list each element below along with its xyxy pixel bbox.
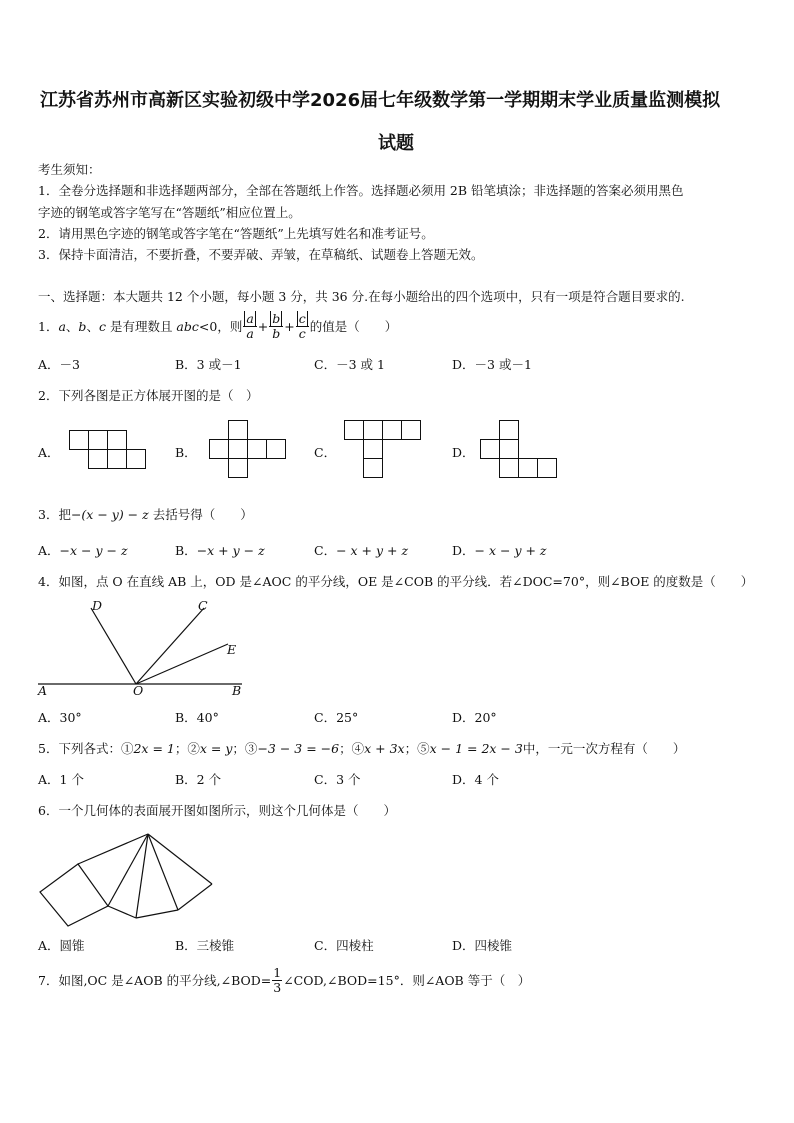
fraction-abs-b: $\frac{b}{b}$ — [269, 312, 283, 339]
q6-option-b: B．三棱锥 — [175, 938, 235, 953]
pyramid-net-diagram — [36, 826, 220, 928]
cube-net-c — [344, 420, 422, 478]
question-6-stem: 6．一个几何体的表面展开图如图所示，则这个几何体是（ ） — [38, 803, 396, 818]
point-label-c: C — [198, 598, 208, 613]
notice-item-3: 3．保持卡面清洁，不要折叠，不要弄破、弄皱，在草稿纸、试题卷上答题无效。 — [38, 247, 484, 262]
question-7-stem: 7．如图,OC 是∠AOB 的平分线,∠BOD= $\frac{1}{3}$ ∠COD,∠BOD=15°．则∠AOB 等于（ ） — [38, 965, 531, 995]
q1-sep1: 、 — [65, 319, 79, 334]
page-title: 江苏省苏州市高新区实验初级中学2026届七年级数学第一学期期末学业质量监测模拟 — [40, 90, 721, 111]
q3-option-b: B．−x + y − z — [175, 543, 265, 558]
q4-option-a: A．30° — [38, 710, 82, 725]
q1-option-a: A．－3 — [38, 357, 80, 372]
q6-option-d: D．四棱锥 — [452, 938, 513, 953]
q2-label-d: D． — [452, 445, 475, 460]
point-label-e: E — [227, 642, 237, 657]
q3-option-d: D．− x − y + z — [452, 543, 547, 558]
q6-option-c: C．四棱柱 — [314, 938, 374, 953]
cube-net-b — [209, 420, 287, 478]
q2-label-a: A． — [38, 445, 60, 460]
notice-item-1b: 字迹的钢笔或答字笔写在“答题纸”相应位置上。 — [38, 205, 301, 220]
q5-option-b: B．2 个 — [175, 772, 222, 787]
q5-option-c: C．3 个 — [314, 772, 361, 787]
point-label-b: B — [232, 683, 242, 698]
q6-option-a: A．圆锥 — [38, 938, 85, 953]
q5-option-a: A．1 个 — [38, 772, 84, 787]
question-3-stem — [38, 505, 253, 523]
q3-option-c: C．− x + y + z — [314, 543, 409, 558]
q1-sep2: 、 — [86, 319, 99, 334]
question-2-stem: 2．下列各图是正方体展开图的是（ ） — [38, 388, 259, 403]
q1-a: a — [58, 318, 66, 334]
q1-text2: <0，则 — [198, 319, 243, 334]
q1-option-b: B．3 或－1 — [175, 357, 242, 372]
q3-option-a: A．−x − y − z — [38, 543, 128, 558]
q1-abc: abc — [176, 318, 199, 334]
page-title-line2: 试题 — [378, 133, 414, 154]
notice-item-2: 2．请用黑色字迹的钢笔或答字笔在“答题纸”上先填写姓名和准考证号。 — [38, 226, 434, 241]
notice-item-1a: 1．全卷分选择题和非选择题两部分，全部在答题纸上作答。选择题必须用 2B 铅笔填涂；非选择题的答案必须用黑色 — [38, 183, 684, 198]
fraction-abs-c: $\frac{c}{c}$ — [296, 312, 309, 339]
question-4-stem: 4．如图，点 O 在直线 AB 上，OD 是∠AOC 的平分线，OE 是∠COB 的平分线．若∠DOC=70°，则∠BOE 的度数是（ ） — [38, 574, 754, 589]
q1-prefix: 1． — [38, 319, 59, 334]
q1-option-d: D．－3 或－1 — [452, 357, 532, 372]
question-1-stem — [38, 308, 397, 344]
q4-option-c: C．25° — [314, 710, 359, 725]
q5-option-d: D．4 个 — [452, 772, 499, 787]
q4-option-d: D．20° — [452, 710, 497, 725]
q1-c: c — [98, 318, 106, 334]
q3-prefix: 3．把 — [38, 507, 71, 522]
cube-net-a — [69, 430, 147, 470]
q1-suffix: 的值是（ ） — [309, 319, 398, 334]
angle-diagram — [36, 596, 246, 696]
notice-heading: 考生须知： — [38, 162, 101, 177]
q1-plus-2: + — [284, 318, 295, 334]
point-label-o: O — [133, 683, 144, 698]
point-label-a: A — [38, 683, 48, 698]
q4-option-b: B．40° — [175, 710, 219, 725]
q1-option-c: C．－3 或 1 — [314, 357, 385, 372]
fraction-abs-a: $\frac{a}{a}$ — [243, 312, 256, 339]
question-5-stem: 5．下列各式：①2x = 1；②x = y；③−3 − 3 = −6；④x + 3x；⑤x − 1 = 2x − 3中，一元一次方程有（ ） — [38, 741, 686, 756]
point-label-d: D — [92, 598, 103, 613]
fraction-one-third: $\frac{1}{3}$ — [273, 965, 282, 995]
q2-label-b: B． — [175, 445, 197, 460]
q2-label-c: C． — [314, 445, 337, 460]
q3-suffix: 去括号得（ ） — [148, 507, 253, 522]
q1-b: b — [78, 318, 87, 334]
q1-text1: 是有理数且 — [105, 319, 177, 334]
q1-plus-1: + — [257, 318, 269, 334]
section-heading: 一、选择题：本大题共 12 个小题，每小题 3 分，共 36 分.在每小题给出的四个选项中，只有一项是符合题目要求的. — [38, 289, 685, 304]
q3-expression: −(x − y) − z — [70, 507, 149, 522]
cube-net-d — [480, 420, 558, 478]
